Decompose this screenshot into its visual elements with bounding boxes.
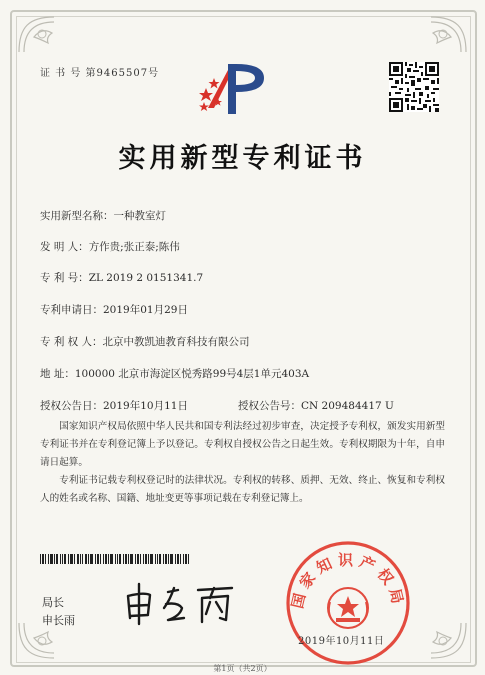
- certificate-title: 实用新型专利证书: [118, 143, 367, 174]
- legal-status-paragraph: 专利证书记载专利权登记时的法律状况。专利权的转移、质押、无效、终止、恢复和专利权人的姓名或名称、国籍、地址变更等事项记载在专利登记簿上。: [40, 475, 445, 504]
- field-value: 2019年01月29日: [103, 304, 188, 316]
- svg-text:国家知识产权局: 国家知识产权局: [288, 551, 408, 611]
- cnipa-emblem-icon: [198, 58, 270, 120]
- field-label: 地 址：: [40, 368, 75, 380]
- corner-ornament-top-left: [14, 12, 74, 57]
- qr-code-icon: [389, 62, 439, 112]
- field-label: 发 明 人：: [40, 241, 89, 253]
- field-value: 一种教室灯: [113, 210, 166, 222]
- handwritten-signature: [120, 578, 250, 626]
- field-value: 100000 北京市海淀区悦秀路99号4层1单元403A: [74, 368, 310, 380]
- corner-ornament-top-right: [411, 12, 471, 57]
- certificate-number: 证 书 号 第9465507号: [40, 68, 160, 79]
- signatory-name: 申长雨: [42, 614, 75, 627]
- field-value: 2019年10月11日: [103, 400, 188, 412]
- field-value: 北京中教凯迪教育科技有限公司: [102, 336, 250, 348]
- seal-date: 2019年10月11日: [298, 636, 385, 647]
- field-label: 专利申请日：: [40, 304, 103, 316]
- field-label: 授权公告日：: [40, 400, 103, 412]
- field-address: [40, 366, 309, 381]
- corner-ornament-bottom-right: [411, 618, 471, 663]
- field-label: 实用新型名称：: [40, 210, 114, 222]
- field-utility-model-name: [40, 208, 166, 223]
- field-label: 授权公告号：: [238, 400, 301, 412]
- page-indicator: 第1页（共2页）: [213, 664, 272, 673]
- official-seal-stamp: [285, 540, 411, 666]
- field-label: 专 利 权 人：: [40, 336, 103, 348]
- field-filing-date: [40, 302, 188, 317]
- field-value: CN 209484417 U: [301, 400, 394, 412]
- field-patent-number: [40, 270, 203, 285]
- field-inventor: [40, 239, 180, 254]
- field-value: ZL 2019 2 0151341.7: [88, 272, 204, 284]
- grant-statement-paragraph: 国家知识产权局依照中华人民共和国专利法经过初步审查，决定授予专利权，颁发实用新型专利证书并在专利登记簿上予以登记。专利权自授权公告之日起生效。专利权期限为十年，自申请日起算。: [40, 421, 445, 468]
- signatory-title: 局长: [42, 596, 64, 609]
- field-patentee: [40, 334, 250, 349]
- field-grant-number: [238, 398, 394, 413]
- field-grant-date: [40, 398, 188, 413]
- barcode-icon: [40, 549, 190, 559]
- field-label: 专 利 号：: [40, 272, 89, 284]
- field-value: 方作贵;张正泰;陈伟: [88, 241, 180, 253]
